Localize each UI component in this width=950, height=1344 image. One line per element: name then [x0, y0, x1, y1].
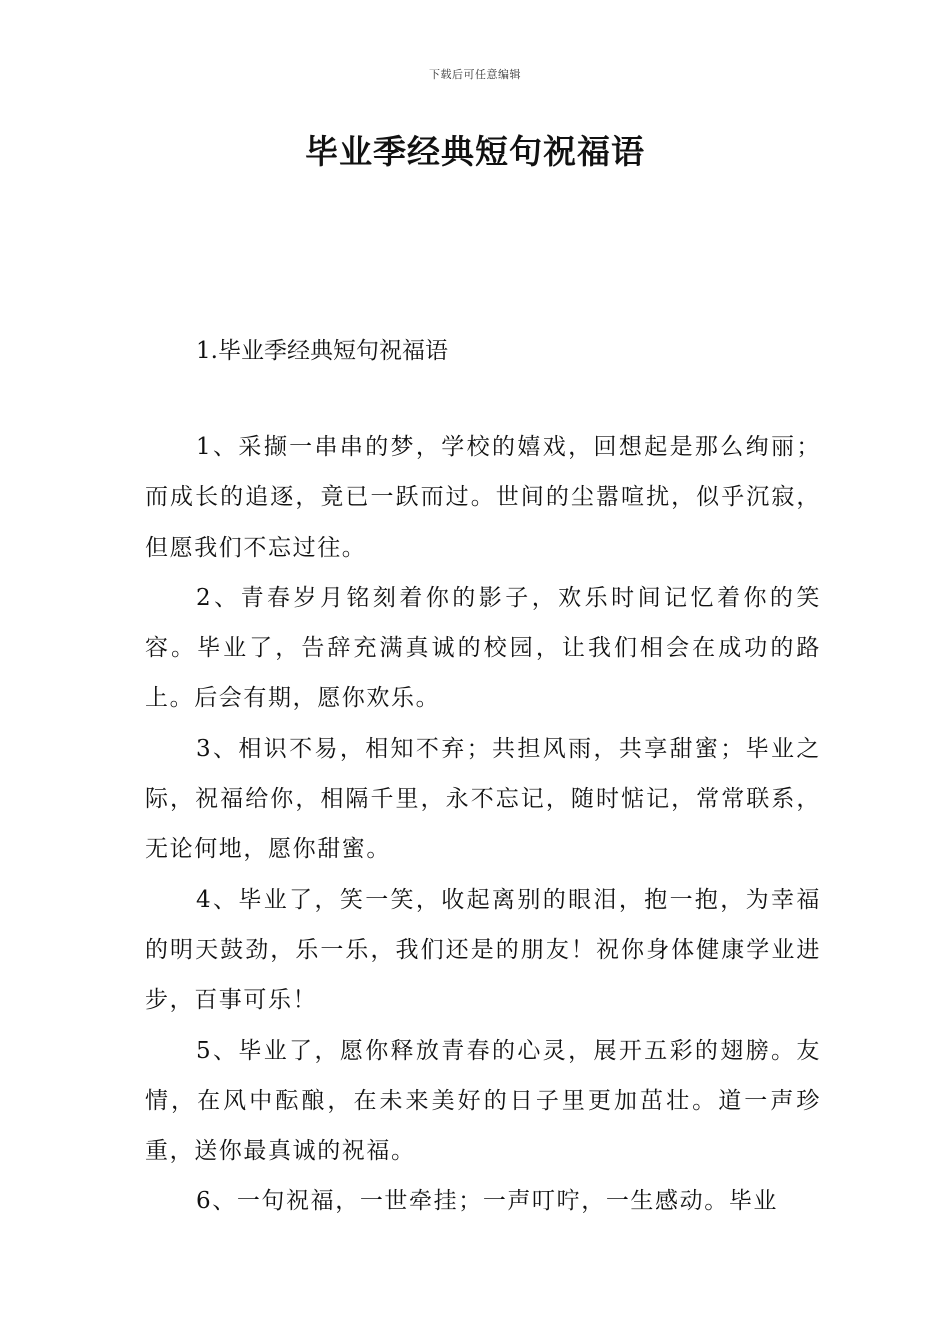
paragraph-2: 2、青春岁月铭刻着你的影子，欢乐时间记忆着你的笑容。毕业了，告辞充满真诚的校园，让我们相会在成功的路上。后会有期，愿你欢乐。 — [145, 584, 821, 712]
document-title: 毕业季经典短句祝福语 — [305, 132, 645, 171]
paragraph-4: 4、毕业了，笑一笑，收起离别的眼泪，抱一抱，为幸福的明天鼓劲，乐一乐，我们还是的朋友！祝你身体健康学业进步，百事可乐！ — [145, 886, 821, 1014]
header-note: 下载后可任意编辑 — [429, 68, 521, 81]
paragraph-1: 1、采撷一串串的梦，学校的嬉戏，回想起是那么绚丽；而成长的追逐，竟已一跃而过。世间的尘嚣喧扰，似乎沉寂，但愿我们不忘过往。 — [145, 434, 821, 561]
paragraph-3: 3、相识不易，相知不弃；共担风雨，共享甜蜜；毕业之际，祝福给你，相隔千里，永不忘记，随时惦记，常常联系，无论何地，愿你甜蜜。 — [145, 735, 821, 863]
paragraph-6: 6、一句祝福，一世牵挂；一声叮咛，一生感动。毕业 — [196, 1188, 779, 1215]
paragraph-5: 5、毕业了，愿你释放青春的心灵，展开五彩的翅膀。友情，在风中酝酿，在未来美好的日子里更加茁壮。道一声珍重，送你最真诚的祝福。 — [145, 1037, 821, 1165]
body-text — [145, 422, 821, 1227]
section-heading: 1.毕业季经典短句祝福语 — [196, 338, 448, 364]
